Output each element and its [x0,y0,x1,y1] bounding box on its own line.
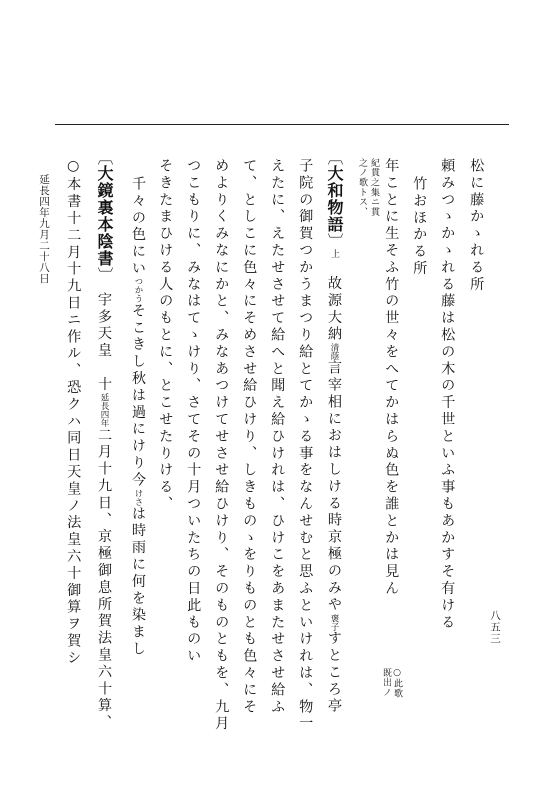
poem-seg: は時雨に何を染まし [130,505,146,658]
text-seg: 故源大納 [326,275,342,344]
text-line-8: えたに、えたせさせて給へと聞え給ひけれは、ひけこをあまたせさせ給ふ [269,158,286,716]
text-line-15: ○本書十二月十九日ニ作ル、恐クハ同日天皇ノ法皇六十御算ヲ賀シ [65,158,82,667]
ruby-note: 清蔭 [329,343,339,361]
text-seg: 十 [96,376,112,394]
text-seg: 言宰相におはしける時京極のみや [326,360,342,614]
text-line-9: て、としこに色々にそめさせ給ひけり、しきものゝをりものとも色々にそ [241,158,258,716]
note-tsurayuki-1: 紀貫之集ニ貫 [369,158,379,217]
text-seg: すところ亭 [326,630,342,716]
open-bracket: 〔 [325,149,344,165]
poem-bamboo: 年ことに生そふ竹の世々をへてかはらぬ色を誰とかは見ん [383,158,400,598]
note-tsurayuki-2: 之ノ歌トス、 [357,158,367,217]
text-line-12: そきたまひける人のもとに、とこせたりける、 [157,158,174,513]
ruby-note: つかう [133,277,143,303]
poem-seg: 千々の色にい [130,176,146,278]
text-line-11: つこもりに、みなはてゝけり、さてその十月ついたちの日此ものい [185,158,202,665]
poem-seg: そこきし秋は過にけり今 [130,302,146,489]
text-line-3: 竹おほかる所 [411,176,428,278]
text-line-6 [326,149,342,715]
note-this-poem: ○此歌 [392,668,402,699]
text-line-4 [384,158,398,597]
text-line-14 [96,149,112,732]
page-number: 八五三 [489,610,501,645]
close-bracket: 〕 [95,267,114,275]
source-title-okagami: 大鏡裏本陰書 [95,165,114,267]
open-bracket: 〔 [95,149,114,165]
ruby-note: けさ [133,488,143,506]
note-already-cited: 既出ノ [381,668,391,698]
text-line-2: 頼みつゝかゝれる藤は松の木の千世といふ事もあかすそ有ける [439,158,456,632]
close-bracket: 〕 [325,233,344,249]
volume-label: 上 [329,249,339,259]
source-title-yamato: 大和物語 [325,165,344,233]
colophon-date: 延長四年九月二十八日 [38,174,50,284]
header-rule [55,124,509,125]
text-line-7: 子院の御賀つかうまつり給とてかゝる事をなんせむと思ふといけれは、物一 [297,158,314,733]
inline-note: 延長四年 [99,393,109,428]
text-line-13 [130,176,145,658]
text-line-10: めよりくみなにかと、みなあつけてせさせ給ひけり、そのものともを、九月 [213,158,230,733]
ruby-note: 褒子 [329,613,339,631]
text-seg: 二月十九日、京極御息所賀法皇六十算、 [96,427,112,732]
text-line-1: 松に藤かゝれる所 [468,158,485,294]
text-seg: 宇多天皇 [96,291,112,360]
